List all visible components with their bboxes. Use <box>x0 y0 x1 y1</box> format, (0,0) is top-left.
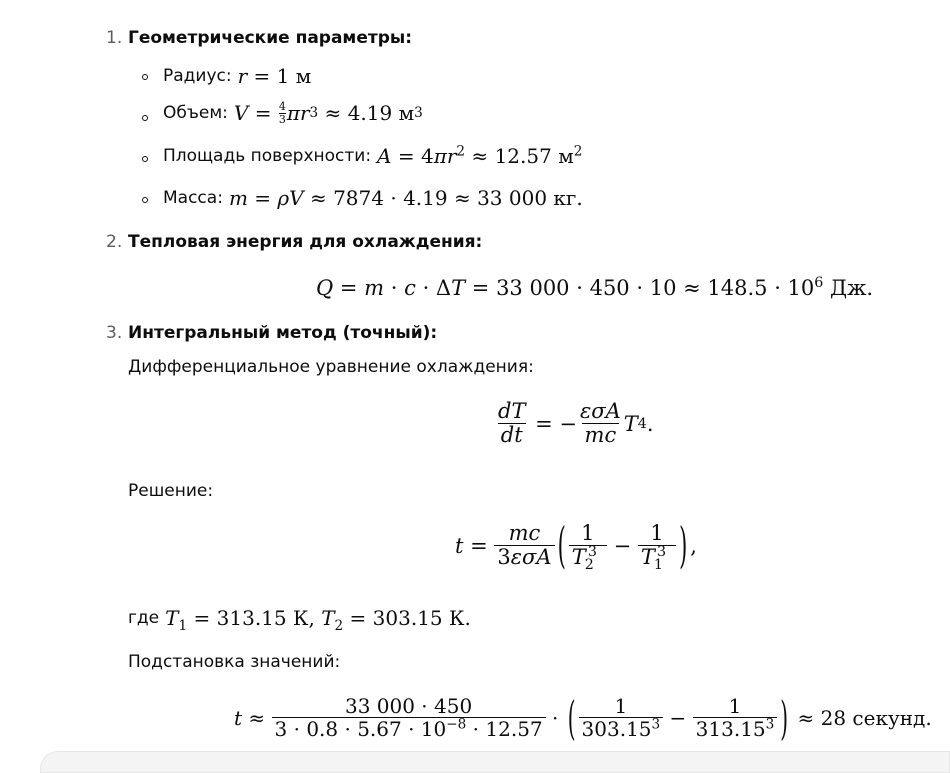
heading-thermal-energy: Тепловая энергия для охлаждения: <box>128 232 483 252</box>
area-unit: м <box>558 144 574 168</box>
where-line: где $T_1 = 313.15$ К, $T_2 = 303.15$ К. <box>128 606 471 634</box>
mass-volume-value: 4.19 <box>403 186 448 210</box>
list-number-1: 1. <box>106 28 123 48</box>
radius-unit: м <box>295 64 312 88</box>
heading-geometric-parameters: Геометрические параметры: <box>128 28 413 48</box>
bullet-radius <box>142 74 148 80</box>
energy-dT: 10 <box>649 276 677 300</box>
bullet-mass <box>142 197 148 203</box>
area-value: 12.57 <box>494 144 552 168</box>
mass-label: Масса: <box>163 188 223 208</box>
item-mass: Масса: m = ρV ≈ 7874 · 4.19 ≈ 33 000 кг. <box>163 186 583 210</box>
mass-value: 33 000 <box>477 186 548 210</box>
T2-unit: К <box>449 606 465 630</box>
radius-label: Радиус: <box>163 66 232 86</box>
substitution-label: Подстановка значений: <box>128 652 341 672</box>
bullet-area <box>142 156 148 162</box>
subst-denominator: 3 · 0.8 · 5.67 · 10 <box>274 717 447 741</box>
volume-unit: м <box>398 101 415 126</box>
item-area: Площадь поверхности: $A = 4\pi r^2 \approx 12.57$ $м^2$ <box>163 143 583 168</box>
result-unit: секунд. <box>852 705 932 730</box>
item-volume: Объем: V = 4 3 πr 3 ≈ 4.19 м 3 <box>163 100 423 126</box>
result-value: 28 <box>820 705 847 730</box>
subst-den-tail: · 12.57 <box>466 717 543 741</box>
substitution-equation: t ≈ $\frac{33 000 \cdot 450}{3 \cdot 0.8 \cdot 5.67 \cdot 10^{-8} \cdot 12.57}$ · ( $\frac{1}{303.15^3}$ − $\frac{1}{313.15^3}$ ) ≈ 28 секунд. <box>234 689 932 746</box>
list-number-2: 2. <box>106 232 123 252</box>
subst-T2: 303.15 <box>581 717 652 741</box>
density-value: 7874 <box>333 186 384 210</box>
list-number-3: 3. <box>106 323 123 343</box>
T1-unit: К <box>292 606 309 630</box>
mass-unit: кг. <box>553 186 583 210</box>
energy-mass: 33 000 <box>496 276 570 300</box>
composer-input-bar[interactable] <box>40 751 950 773</box>
where-label: где <box>128 608 160 628</box>
subst-T1: 313.15 <box>695 717 766 741</box>
energy-exp: 6 <box>814 275 824 291</box>
differential-equation: $\frac{dT}{dt}$ = − $\frac{\text{εσA}}{mc}$ T 4 . <box>498 399 654 448</box>
area-label: Площадь поверхности: <box>163 146 372 166</box>
T2-value: 303.15 <box>372 606 443 630</box>
subst-den-exp: −8 <box>446 716 467 733</box>
heading-integral-method: Интегральный метод (точный): <box>128 323 438 343</box>
energy-equation: Q = m · c · ΔT = 33 $000 \cdot 450 \cdot 10 \approx 148.5 \cdot 10^6$ Дж. <box>316 275 874 300</box>
subst-numerator: 33 000 · 450 <box>344 694 473 718</box>
item-radius: Радиус: r = 1 м <box>163 64 312 88</box>
energy-result: 148.5 <box>707 276 768 300</box>
energy-unit: Дж. <box>830 276 874 300</box>
solution-equation: t = $\frac{mc}{\text{3εσA}}$ ( $\frac{1}{T_2^3}$ − $\frac{1}{T_1^3}$ ) , <box>455 517 697 574</box>
T1-value: 313.15 <box>216 606 287 630</box>
energy-c: 450 <box>589 276 630 300</box>
radius-value: 1 <box>276 64 290 88</box>
diff-eq-intro: Дифференциальное уравнение охлаждения: <box>128 357 534 377</box>
volume-label: Объем: <box>163 103 228 124</box>
volume-value: 4.19 <box>347 101 393 126</box>
solution-label: Решение: <box>128 481 214 501</box>
bullet-volume <box>142 115 148 121</box>
